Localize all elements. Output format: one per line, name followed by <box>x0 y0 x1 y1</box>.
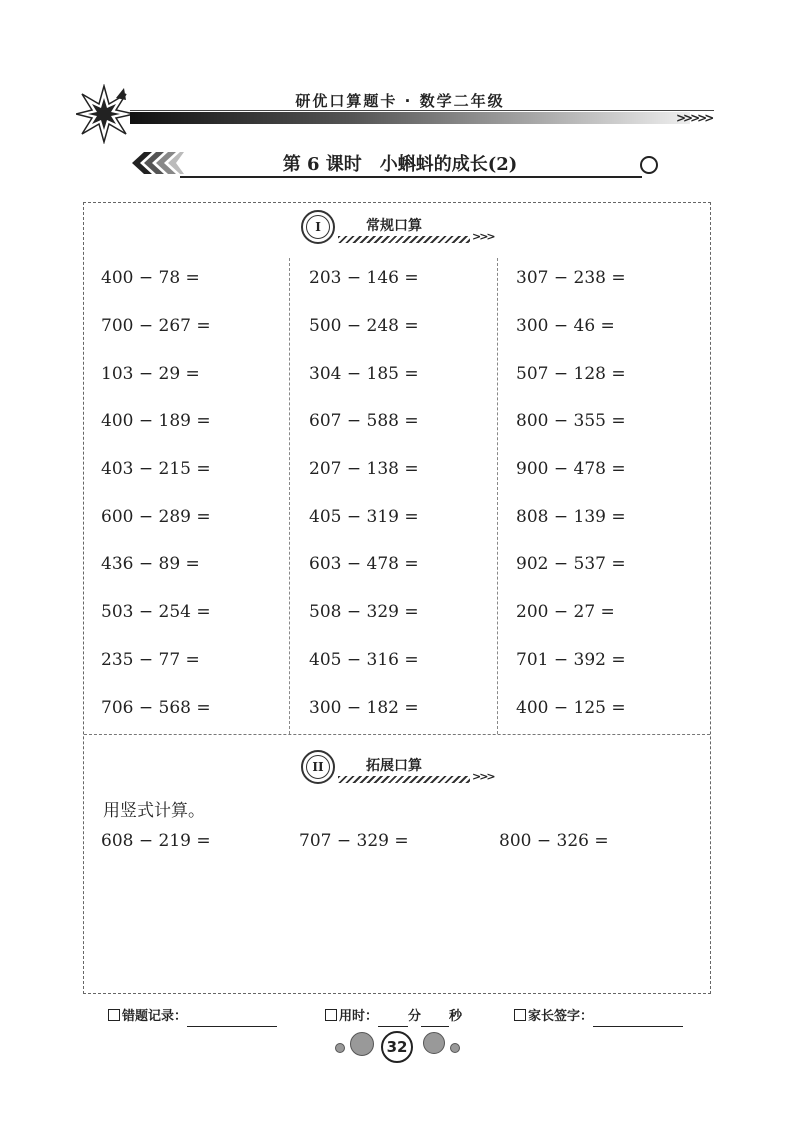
problem-c1-r8: 503 − 254 = <box>101 602 211 622</box>
mistakes-record <box>108 1005 277 1027</box>
lesson-title: 第 6 课时 小蝌蚪的成长(2) <box>282 154 518 175</box>
section2-badge <box>301 750 335 784</box>
parent-checkbox[interactable] <box>514 1009 526 1021</box>
seconds-label: 秒 <box>449 1009 463 1024</box>
problem-c1-r9: 235 − 77 = <box>101 650 200 670</box>
problem-c3-r9: 701 − 392 = <box>516 650 626 670</box>
time-label: 用时： <box>339 1009 379 1024</box>
column-divider-1 <box>289 258 290 734</box>
decor-dot-small-right <box>450 1043 460 1053</box>
problem-c3-r6: 808 − 139 = <box>516 507 626 527</box>
problem-c3-r10: 400 − 125 = <box>516 698 626 718</box>
lesson-underline <box>180 176 642 178</box>
problem-c2-r2: 500 − 248 = <box>309 316 419 336</box>
double-chevron-left-icon <box>132 152 184 174</box>
problem-c2-r10: 300 − 182 = <box>309 698 419 718</box>
problem-c2-r5: 207 − 138 = <box>309 459 419 479</box>
lesson-circle-icon <box>640 156 658 174</box>
time-checkbox[interactable] <box>325 1009 337 1021</box>
section1-stripe <box>338 236 470 243</box>
problem-c3-r2: 300 − 46 = <box>516 316 615 336</box>
problem-c1-r5: 403 − 215 = <box>101 459 211 479</box>
section2-stripe <box>338 776 470 783</box>
section2-arrow-icon: >>> <box>472 770 494 783</box>
problem-c1-r4: 400 − 189 = <box>101 411 211 431</box>
problem-c1-r2: 700 − 267 = <box>101 316 211 336</box>
problem-c1-r10: 706 − 568 = <box>101 698 211 718</box>
seconds-blank[interactable] <box>421 1011 449 1027</box>
parent-signature <box>514 1005 683 1027</box>
section2-title: 拓展口算 <box>366 758 422 774</box>
section1-arrow-icon: >>> <box>472 230 494 243</box>
problem-c3-r8: 200 − 27 = <box>516 602 615 622</box>
vertical-problem-2: 707 − 329 = <box>299 831 409 851</box>
problem-c2-r4: 607 − 588 = <box>309 411 419 431</box>
problem-c2-r9: 405 − 316 = <box>309 650 419 670</box>
decor-dot-small-left <box>335 1043 345 1053</box>
section1-numeral: I <box>306 215 330 239</box>
problem-c1-r7: 436 − 89 = <box>101 554 200 574</box>
column-divider-2 <box>497 258 498 734</box>
minutes-label: 分 <box>408 1009 422 1024</box>
mistakes-checkbox[interactable] <box>108 1009 120 1021</box>
section-divider <box>84 734 710 735</box>
problem-c3-r7: 902 − 537 = <box>516 554 626 574</box>
section1-badge <box>301 210 335 244</box>
section2-numeral: II <box>306 755 330 779</box>
book-title: 研优口算题卡 · 数学二年级 <box>295 92 505 110</box>
decor-dot-large-left <box>350 1032 374 1056</box>
parent-label: 家长签字： <box>528 1009 594 1024</box>
vertical-problem-1: 608 − 219 = <box>101 831 211 851</box>
star-logo-icon <box>76 84 136 144</box>
minutes-blank[interactable] <box>378 1011 408 1027</box>
decor-dot-large-right <box>423 1032 445 1054</box>
section1-title: 常规口算 <box>366 218 422 234</box>
page-number: 32 <box>381 1031 413 1063</box>
problem-c3-r3: 507 − 128 = <box>516 364 626 384</box>
problem-c2-r6: 405 − 319 = <box>309 507 419 527</box>
vertical-problem-3: 800 − 326 = <box>499 831 609 851</box>
problem-c1-r3: 103 − 29 = <box>101 364 200 384</box>
problem-c1-r1: 400 − 78 = <box>101 268 200 288</box>
problem-c2-r7: 603 − 478 = <box>309 554 419 574</box>
problem-c2-r1: 203 − 146 = <box>309 268 419 288</box>
header-chevrons: >>>>> <box>676 111 712 125</box>
problem-c2-r8: 508 − 329 = <box>309 602 419 622</box>
problem-c2-r3: 304 − 185 = <box>309 364 419 384</box>
mistakes-label: 错题记录： <box>122 1009 188 1024</box>
time-used <box>325 1005 462 1027</box>
problem-c3-r4: 800 − 355 = <box>516 411 626 431</box>
problem-c1-r6: 600 − 289 = <box>101 507 211 527</box>
section2-instruction: 用竖式计算。 <box>103 801 205 821</box>
problem-c3-r5: 900 − 478 = <box>516 459 626 479</box>
problem-c3-r1: 307 − 238 = <box>516 268 626 288</box>
mistakes-blank[interactable] <box>187 1011 277 1027</box>
header-gradient-bar <box>130 112 690 124</box>
parent-signature-blank[interactable] <box>593 1011 683 1027</box>
